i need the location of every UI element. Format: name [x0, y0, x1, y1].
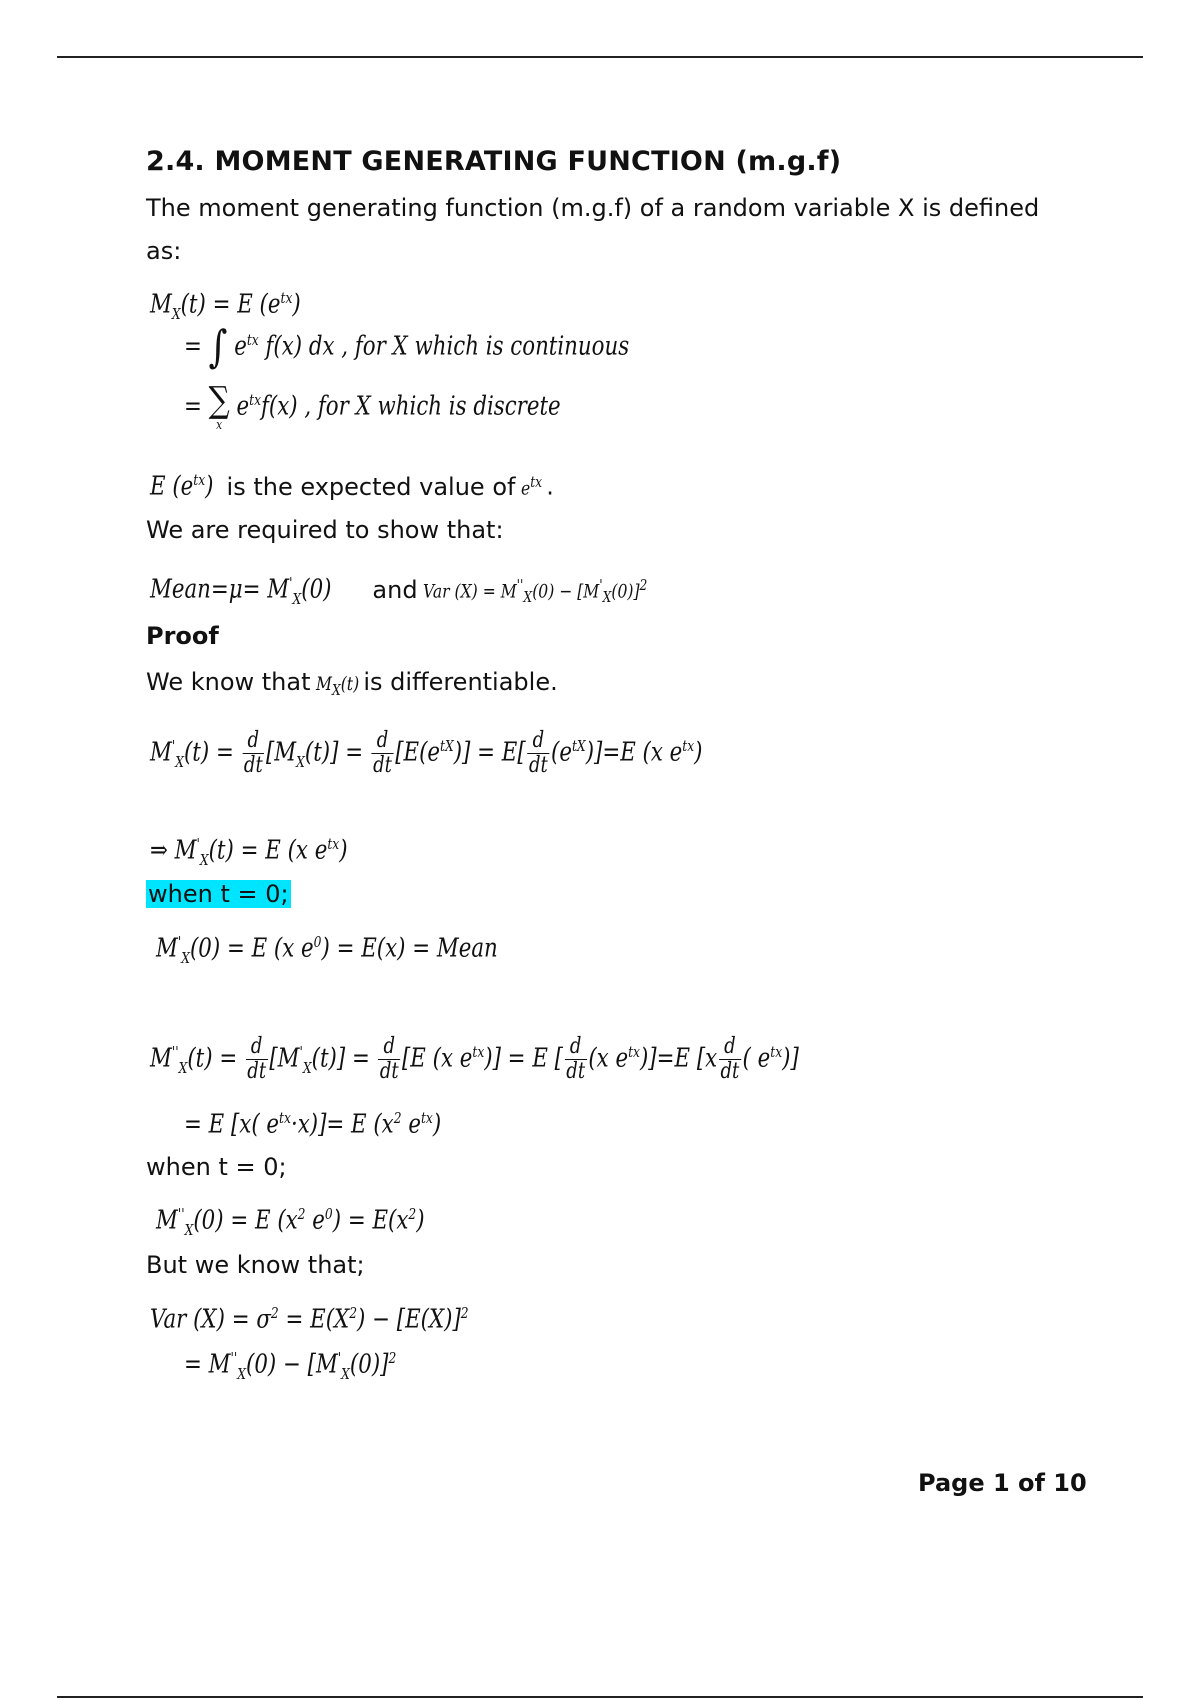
- second-derivative-equation: $M''_X(t)$ = $\frac{d}{dt}$ $[M'_X(t)]$ = $\frac{d}{dt}$ [E (x $e^{tx})] = E$ [ $\frac{d}{dt}$ (x $e^{tx})]=E$ [x $\frac{d}{dt}$ ( $e^{tx}$)]: [150, 1034, 799, 1085]
- variance-mgf-result: = $M''_X(0) - [M'_X(0)]^2$: [184, 1349, 397, 1383]
- when-t-zero-highlighted: when t = 0;: [148, 880, 289, 908]
- differentiable-statement: We know that $M_X(t)$ is differentiable.: [146, 668, 558, 699]
- mgf-discrete-equation: = ∑ x $e^{tx}f(x)$ , for X which is discrete: [184, 379, 561, 433]
- bottom-rule: [57, 1696, 1143, 1698]
- page-number: Page 1 of 10: [918, 1469, 1087, 1497]
- expected-value-line: E $(e^{tx})$ is the expected value of $e^{tx}$ .: [150, 471, 554, 502]
- variance-definition: Var $(X) = \sigma^2 = E(X^2) - [E(X)]^2$: [150, 1304, 469, 1335]
- first-derivative-equation: $M'_X(t)$ = $\frac{d}{dt}$ $[M_X(t)]$ = $\frac{d}{dt}$ $[E(e^{tX})] = E$[ $\frac{d}{dt}$ $(e^{tX})]=E$ (x $e^{tx}$): [150, 728, 703, 779]
- when-t-zero: when t = 0;: [146, 1153, 287, 1181]
- mean-variance-statement: Mean=μ= $M'_X(0)$ and Var $(X) = M''_X(0) - [M'_X(0)]^2$: [150, 574, 648, 608]
- second-moment-at-zero: $M''_X(0) = E$ ($x^2$ $e^0) = E(x^2)$: [156, 1205, 425, 1239]
- top-rule: [57, 56, 1143, 58]
- second-derivative-result: = E [x( $e^{tx}\cdot x)]= E$ ($x^2$ $e^{tx}$): [184, 1109, 442, 1140]
- mean-at-zero-equation: $M'_X(0) = E$ (x $e^0) = E(x)$ = Mean: [156, 933, 498, 967]
- but-we-know: But we know that;: [146, 1251, 365, 1279]
- first-derivative-result: ⇒ $M'_X(t) = E$ (x $e^{tx}$): [150, 835, 348, 869]
- mgf-continuous-equation: = ∫ $e^{tx}$ f(x) dx , for X which is continuous: [184, 321, 630, 373]
- intro-line-1: The moment generating function (m.g.f) of a random variable X is defined: [146, 194, 1040, 222]
- proof-label: Proof: [146, 622, 219, 650]
- intro-line-2: as:: [146, 237, 182, 265]
- mgf-definition-equation: $M_X(t) = E$ $(e^{tx})$: [150, 289, 301, 323]
- required-text: We are required to show that:: [146, 516, 504, 544]
- section-heading: 2.4. MOMENT GENERATING FUNCTION (m.g.f): [146, 146, 842, 177]
